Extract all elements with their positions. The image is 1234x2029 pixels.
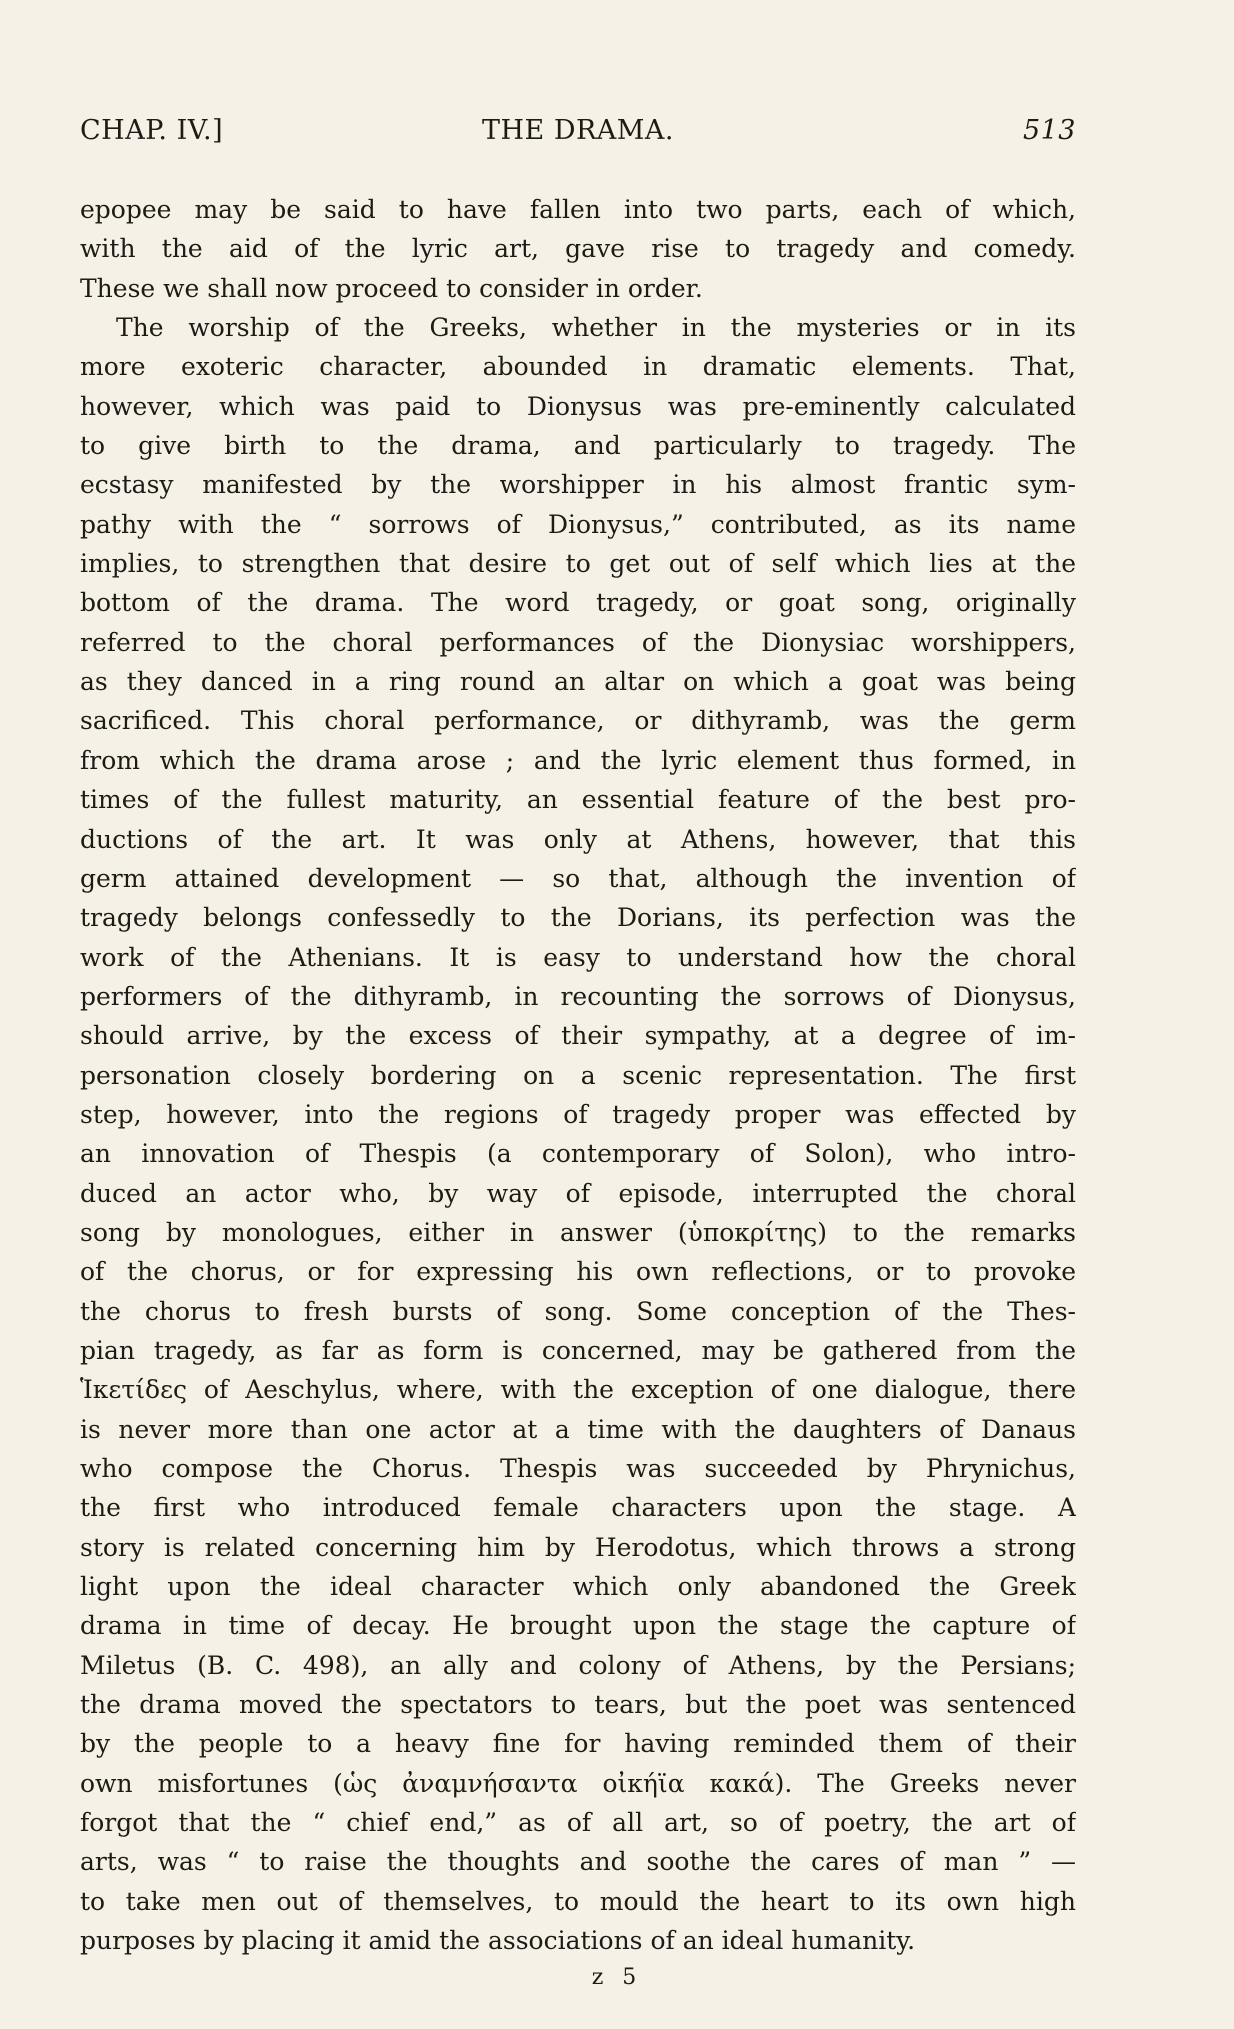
text-line: the chorus to fresh bursts of song. Some conception of the Thes- [80, 1296, 1076, 1326]
text-line: however, which was paid to Dionysus was pre-eminently calculated [80, 391, 1076, 421]
text-line: times of the fullest maturity, an essential feature of the best pro- [80, 785, 1076, 815]
text-line: with the aid of the lyric art, gave rise to tragedy and comedy. [80, 234, 1076, 264]
text-line: bottom of the drama. The word tragedy, or goat song, originally [80, 588, 1076, 618]
text-line: performers of the dithyramb, in recounting the sorrows of Dionysus, [80, 981, 1076, 1011]
text-line: step, however, into the regions of tragedy proper was effected by [80, 1099, 1076, 1129]
text-line: The worship of the Greeks, whether in the mysteries or in its [116, 313, 1076, 343]
signature-mark: z 5 [591, 1965, 643, 1990]
text-line: an innovation of Thespis (a contemporary of Solon), who intro- [80, 1139, 1076, 1169]
text-line: pian tragedy, as far as form is concerned, may be gathered from the [80, 1335, 1076, 1365]
text-line: the drama moved the spectators to tears, but the poet was sentenced [80, 1690, 1076, 1720]
text-line: pathy with the “ sorrows of Dionysus,” contributed, as its name [80, 509, 1076, 539]
running-head [80, 115, 1076, 155]
text-line: more exoteric character, abounded in dramatic elements. That, [80, 352, 1076, 382]
chapter-label: CHAP. IV.] [80, 115, 224, 146]
text-line: arts, was “ to raise the thoughts and soothe the cares of man ” — [80, 1847, 1076, 1877]
text-line: ecstasy manifested by the worshipper in his almost frantic sym- [80, 470, 1076, 500]
text-line: Ἱκετίδες of Aeschylus, where, with the exception of one dialogue, there [80, 1375, 1076, 1405]
text-line: to take men out of themselves, to mould the heart to its own high [80, 1886, 1076, 1916]
text-line: by the people to a heavy fine for having reminded them of their [80, 1729, 1076, 1759]
text-line: forgot that the “ chief end,” as of all art, so of poetry, the art of [80, 1808, 1076, 1838]
text-line: story is related concerning him by Herodotus, which throws a strong [80, 1532, 1076, 1562]
page-title: THE DRAMA. [481, 115, 675, 146]
text-line: should arrive, by the excess of their sympathy, at a degree of im- [80, 1021, 1076, 1051]
text-line: These we shall now proceed to consider in order. [80, 273, 703, 303]
text-line: sacrificed. This choral performance, or dithyramb, was the germ [80, 706, 1076, 736]
text-line: personation closely bordering on a scenic representation. The first [80, 1060, 1076, 1090]
text-line: from which the drama arose ; and the lyric element thus formed, in [80, 745, 1076, 775]
text-line: implies, to strengthen that desire to get out of self which lies at the [80, 549, 1076, 579]
text-line: epopee may be said to have fallen into two parts, each of which, [80, 195, 1076, 224]
page-number: 513 [1022, 115, 1076, 146]
text-line: germ attained development — so that, although the invention of [80, 863, 1076, 893]
text-line: is never more than one actor at a time with the daughters of Danaus [80, 1414, 1076, 1444]
text-line: own misfortunes (ὡς ἀναμνήσαντα οἰκήϊα κακά). The Greeks never [80, 1768, 1076, 1798]
text-line: referred to the choral performances of the Dionysiac worshippers, [80, 627, 1076, 657]
text-line: as they danced in a ring round an altar on which a goat was being [80, 667, 1076, 697]
text-line: work of the Athenians. It is easy to understand how the choral [80, 942, 1076, 972]
text-line: Miletus (B. C. 498), an ally and colony of Athens, by the Persians; [80, 1650, 1076, 1680]
text-line: ductions of the art. It was only at Athens, however, that this [80, 824, 1076, 854]
text-line: tragedy belongs confessedly to the Dorians, its perfection was the [80, 903, 1076, 933]
text-line: song by monologues, either in answer (ὑποκρίτης) to the remarks [80, 1217, 1076, 1247]
text-line: light upon the ideal character which only abandoned the Greek [80, 1572, 1076, 1602]
text-line: duced an actor who, by way of episode, interrupted the choral [80, 1178, 1076, 1208]
body-text [80, 190, 1076, 1960]
text-line: the first who introduced female characters upon the stage. A [80, 1493, 1076, 1523]
text-line: purposes by placing it amid the associations of an ideal humanity. [80, 1926, 916, 1956]
text-line: to give birth to the drama, and particularly to tragedy. The [80, 431, 1076, 461]
text-line: of the chorus, or for expressing his own reflections, or to provoke [80, 1257, 1076, 1287]
text-line: drama in time of decay. He brought upon the stage the capture of [80, 1611, 1076, 1641]
text-line: who compose the Chorus. Thespis was succeeded by Phrynichus, [80, 1454, 1076, 1483]
